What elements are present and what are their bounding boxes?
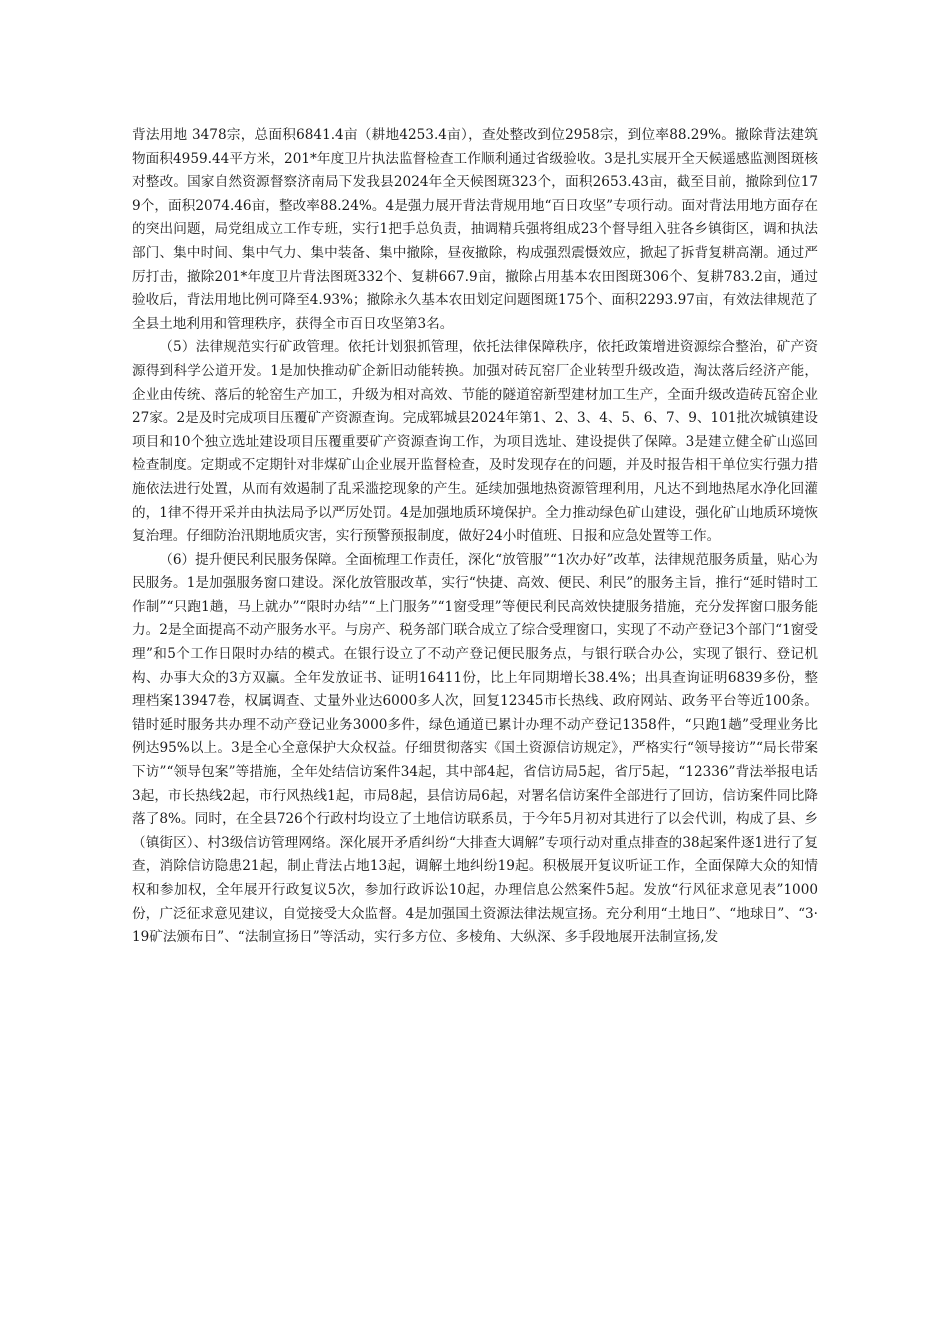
paragraph-mining-management: （5）法律规范实行矿政管理。依托计划狠抓管理，依托法律保障秩序，依托政策增进资源综合整治，矿产资源得到科学公道开发。1是加快推动矿企新旧动能转换。加强对砖瓦窑厂企业转型升级改造，淘汰落后经济产能，企业由传统、落后的轮窑生产加工，升级为相对高效、节能的隧道窑新型建材加工生产，全面升级改造砖瓦窑企业27家。2是及时完成项目压覆矿产资源查询。完成郓城县2024年第1、2、3、4、5、6、7、9、101批次城镇建设项目和10个独立选址建设项目压覆重要矿产资源查询工作，为项目选址、建设提供了保障。3是建立健全矿山巡回检查制度。定期或不定期针对非煤矿山企业展开监督检查，及时发现存在的问题，并及时报告相干单位实行强力措施依法进行处置，从而有效遏制了乱采滥挖现象的产生。延续加强地热资源管理利用，凡达不到地热尾水净化回灌的，1律不得开采并由执法局予以严厉处罚。4是加强地质环境保护。全力推动绿色矿山建设，强化矿山地质环境恢复治理。仔细防治汛期地质灾害，实行预警预报制度，做好24小时值班、日报和应急处置等工作。 <box>132 339 818 545</box>
paragraph-land-enforcement: 背法用地 3478宗，总面积6841.4亩（耕地4253.4亩），查处整改到位2958宗，到位率88.29%。撤除背法建筑物面积4959.44平方米，201*年度卫片执法监督检查工作顺利通过省级验收。3是扎实展开全天候遥感监测图斑核对整改。国家自然资源督察济南局下发我县2024年全天候图斑323个，面积2653.43亩，截至目前，撤除到位179个，面积2074.46亩，整改率88.24%。4是强力展开背法背规用地“百日攻坚”专项行动。面对背法用地方面存在的突出问题，局党组成立工作专班，实行1把手总负责，抽调精兵强将组成23个督导组入驻各乡镇街区，调和执法部门、集中时间、集中气力、集中装备、集中撤除，昼夜撤除，构成强烈震慑效应，掀起了拆背复耕高潮。通过严厉打击，撤除201*年度卫片背法图斑332个、复耕667.9亩，撤除占用基本农田图斑306个、复耕783.2亩，通过验收后，背法用地比例可降至4.93%；撤除永久基本农田划定问题图斑175个、面积2293.97亩，有效法律规范了全县土地利用和管理秩序，获得全市百日攻坚第3名。 <box>132 127 818 332</box>
document-page <box>132 124 818 950</box>
paragraph-public-service: （6）提升便民利民服务保障。全面梳理工作责任，深化“放管服”“1次办好”改革，法律规范服务质量，贴心为民服务。1是加强服务窗口建设。深化放管服改革，实行“快捷、高效、便民、利民”的服务主旨，推行“延时错时工作制”“只跑1趟，马上就办”“限时办结”“上门服务”“1窗受理”等便民利民高效快捷服务措施，充分发挥窗口服务能力。2是全面提高不动产服务水平。与房产、税务部门联合成立了综合受理窗口，实现了不动产登记3个部门“1窗受理”和5个工作日限时办结的模式。在银行设立了不动产登记便民服务点，与银行联合办公，实现了银行、登记机构、办事大众的3方双赢。全年发放证书、证明16411份，比上年同期增长38.4%；出具查询证明6839多份，整理档案13947卷，权属调查、丈量外业达6000多人次，回复12345市长热线、政府网站、政务平台等近100条。错时延时服务共办理不动产登记业务3000多件，绿色通道已累计办理不动产登记1358件，“只跑1趟”受理业务比例达95%以上。3是全心全意保护大众权益。仔细贯彻落实《国土资源信访规定》，严格实行“领导接访”“局长带案下访”“领导包案”等措施，全年处结信访案件34起，其中部4起，省信访局5起，省厅5起，“12336”背法举报电话3起，市长热线2起，市行风热线1起，市局8起，县信访局6起，对署名信访案件全部进行了回访，信访案件同比降落了8%。同时，在全县726个行政村均设立了土地信访联系员，于今年5月初对其进行了以会代训，构成了县、乡（镇街区）、村3级信访管理网络。深化展开矛盾纠纷“大排查大调解”专项行动对重点排查的38起案件逐1进行了复查，消除信访隐患21起，制止背法占地13起，调解土地纠纷19起。积极展开复议听证工作，全面保障大众的知情权和参加权，全年展开行政复议5次，参加行政诉讼10起，办理信息公然案件5起。发放“行风征求意见表”1000份，广泛征求意见建议，自觉接受大众监督。4是加强国土资源法律法规宣扬。充分利用“土地日”、“地球日”、“3·19矿法颁布日”、“法制宣扬日”等活动，实行多方位、多棱角、大纵深、多手段地展开法制宣扬,发 <box>132 551 818 946</box>
